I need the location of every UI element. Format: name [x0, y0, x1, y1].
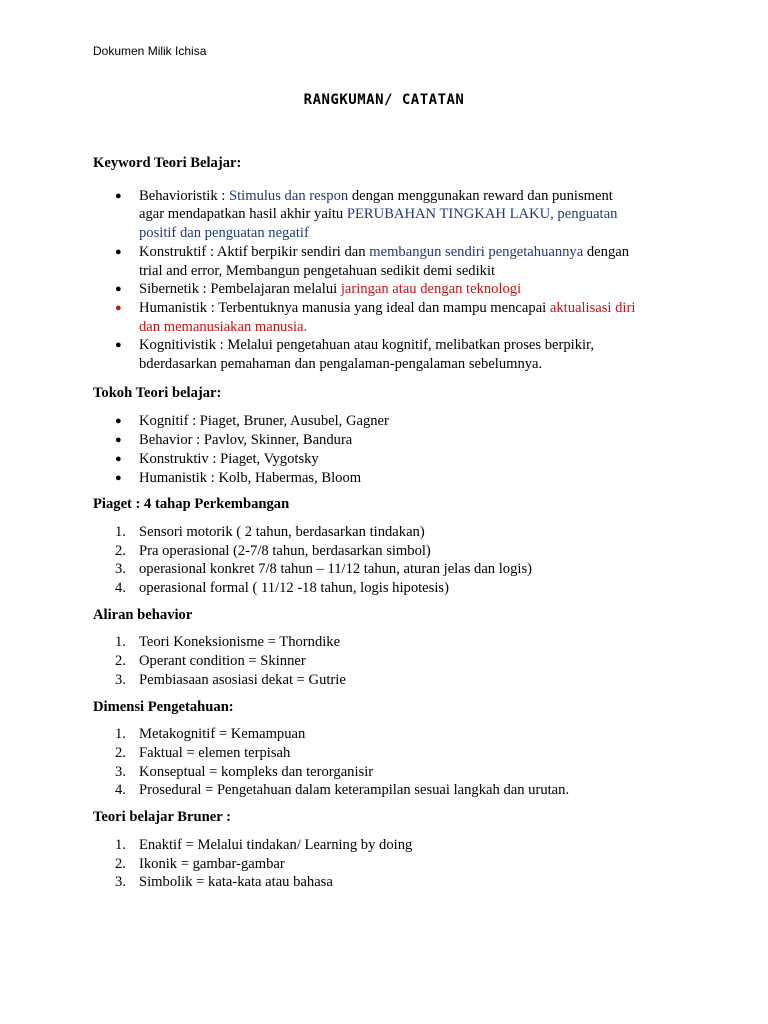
item-text: Humanistik : Kolb, Habermas, Bloom	[139, 469, 362, 486]
list-number: 2.	[115, 855, 126, 872]
list-item	[93, 763, 673, 782]
section-heading-keyword: Keyword Teori Belajar:	[93, 155, 242, 171]
item-text: Kognitif : Piaget, Bruner, Ausubel, Gagner	[139, 413, 389, 430]
highlight-text: jaringan atau dengan teknologi	[340, 281, 522, 298]
bullet-icon: ●	[115, 301, 122, 314]
highlight-text: membangun sendiri pengetahuannya	[369, 243, 584, 260]
item-text: operasional formal ( 11/12 -18 tahun, logis hipotesis)	[139, 580, 449, 597]
aliran-list	[93, 633, 673, 689]
item-text: Pra operasional (2-7/8 tahun, berdasarkan simbol)	[139, 542, 431, 559]
list-number: 1.	[115, 726, 126, 743]
list-number: 2.	[115, 653, 126, 670]
piaget-list	[93, 523, 673, 598]
list-item	[93, 579, 673, 598]
list-item	[93, 542, 673, 561]
list-item	[93, 836, 673, 855]
bullet-icon: ●	[115, 434, 122, 447]
list-item	[93, 243, 673, 280]
list-item	[93, 336, 673, 373]
item-text: agar mendapatkan hasil akhir yaitu	[139, 206, 347, 223]
item-text: Behavioristik :	[139, 187, 229, 204]
item-text: Sibernetik : Pembelajaran melalui	[139, 281, 341, 298]
item-text: Teori Koneksionisme = Thorndike	[139, 634, 341, 651]
bullet-icon: ●	[115, 471, 122, 484]
item-text: operasional konkret 7/8 tahun – 11/12 tahun, aturan jelas dan logis)	[139, 561, 532, 578]
bullet-icon: ●	[115, 415, 122, 428]
bullet-icon: ●	[115, 189, 122, 202]
list-number: 2.	[115, 542, 126, 559]
item-text: Konseptual = kompleks dan terorganisir	[139, 763, 374, 780]
item-text: Simbolik = kata-kata atau bahasa	[139, 874, 333, 891]
bullet-icon: ●	[115, 452, 122, 465]
document-body	[93, 150, 673, 892]
list-number: 4.	[115, 782, 126, 799]
list-item	[93, 652, 673, 671]
list-item	[93, 633, 673, 652]
item-text: dengan menggunakan reward dan punisment	[348, 187, 613, 204]
list-item	[93, 873, 673, 892]
list-item	[93, 781, 673, 800]
list-item	[93, 725, 673, 744]
list-number: 1.	[115, 836, 126, 853]
list-number: 3.	[115, 874, 126, 891]
highlight-text: aktualisasi diri	[549, 299, 636, 316]
page-header: Dokumen Milik Ichisa	[93, 44, 207, 58]
bullet-icon: ●	[115, 339, 122, 352]
list-number: 3.	[115, 561, 126, 578]
highlight-text: Stimulus dan respon	[229, 187, 349, 204]
item-text: Ikonik = gambar-gambar	[139, 855, 285, 872]
list-item	[93, 450, 673, 469]
list-number: 4.	[115, 580, 126, 597]
bullet-icon: ●	[115, 283, 122, 296]
item-text: Pembiasaan asosiasi dekat = Gutrie	[139, 671, 346, 688]
list-item	[93, 560, 673, 579]
item-text: Enaktif = Melalui tindakan/ Learning by doing	[139, 836, 413, 853]
dimensi-list	[93, 725, 673, 800]
list-item	[93, 431, 673, 450]
document-title: RANGKUMAN/ CATATAN	[303, 92, 465, 108]
list-item	[93, 280, 673, 299]
bullet-icon: ●	[115, 245, 122, 258]
item-text: dengan	[583, 243, 630, 260]
section-heading-tokoh: Tokoh Teori belajar:	[93, 384, 222, 401]
item-text: Konstruktif : Aktif berpikir sendiri dan	[139, 243, 370, 260]
item-text: Operant condition = Skinner	[139, 653, 306, 670]
list-number: 1.	[115, 634, 126, 651]
list-item	[93, 469, 673, 488]
item-text: Prosedural = Pengetahuan dalam keterampilan sesuai langkah dan urutan.	[139, 782, 570, 799]
item-text: Kognitivistik : Melalui pengetahuan atau kognitif, melibatkan proses berpikir,	[139, 337, 594, 354]
list-number: 2.	[115, 744, 126, 761]
section-heading-dimensi: Dimensi Pengetahuan:	[93, 698, 234, 715]
list-number: 1.	[115, 523, 126, 540]
list-number: 3.	[115, 671, 126, 688]
list-item	[93, 744, 673, 763]
section-heading-piaget: Piaget : 4 tahap Perkembangan	[93, 496, 290, 513]
item-text: Behavior : Pavlov, Skinner, Bandura	[139, 432, 353, 449]
list-item	[93, 671, 673, 690]
item-text: Humanistik : Terbentuknya manusia yang ideal dan mampu mencapai	[139, 299, 550, 316]
item-text: Sensori motorik ( 2 tahun, berdasarkan tindakan)	[139, 523, 425, 540]
item-text: bderdasarkan pemahaman dan pengalaman-pengalaman sebelumnya.	[139, 356, 543, 373]
keyword-list	[93, 187, 673, 374]
list-item	[93, 855, 673, 874]
item-text: trial and error, Membangun pengetahuan sedikit demi sedikit	[139, 262, 496, 279]
highlight-text: PERUBAHAN TINGKAH LAKU, penguatan	[346, 206, 618, 223]
section-heading-bruner: Teori belajar Bruner :	[93, 809, 231, 826]
list-number: 3.	[115, 763, 126, 780]
list-item	[93, 299, 673, 336]
list-item	[93, 187, 673, 243]
highlight-text: dan memanusiakan manusia.	[139, 318, 308, 335]
item-text: Metakognitif = Kemampuan	[139, 726, 306, 743]
section-heading-aliran: Aliran behavior	[93, 606, 193, 623]
list-item	[93, 523, 673, 542]
item-text: Konstruktiv : Piaget, Vygotsky	[139, 450, 319, 467]
list-item	[93, 412, 673, 431]
tokoh-list	[93, 412, 673, 487]
highlight-text: positif dan penguatan negatif	[139, 225, 309, 242]
item-text: Faktual = elemen terpisah	[139, 744, 291, 761]
bruner-list	[93, 836, 673, 892]
